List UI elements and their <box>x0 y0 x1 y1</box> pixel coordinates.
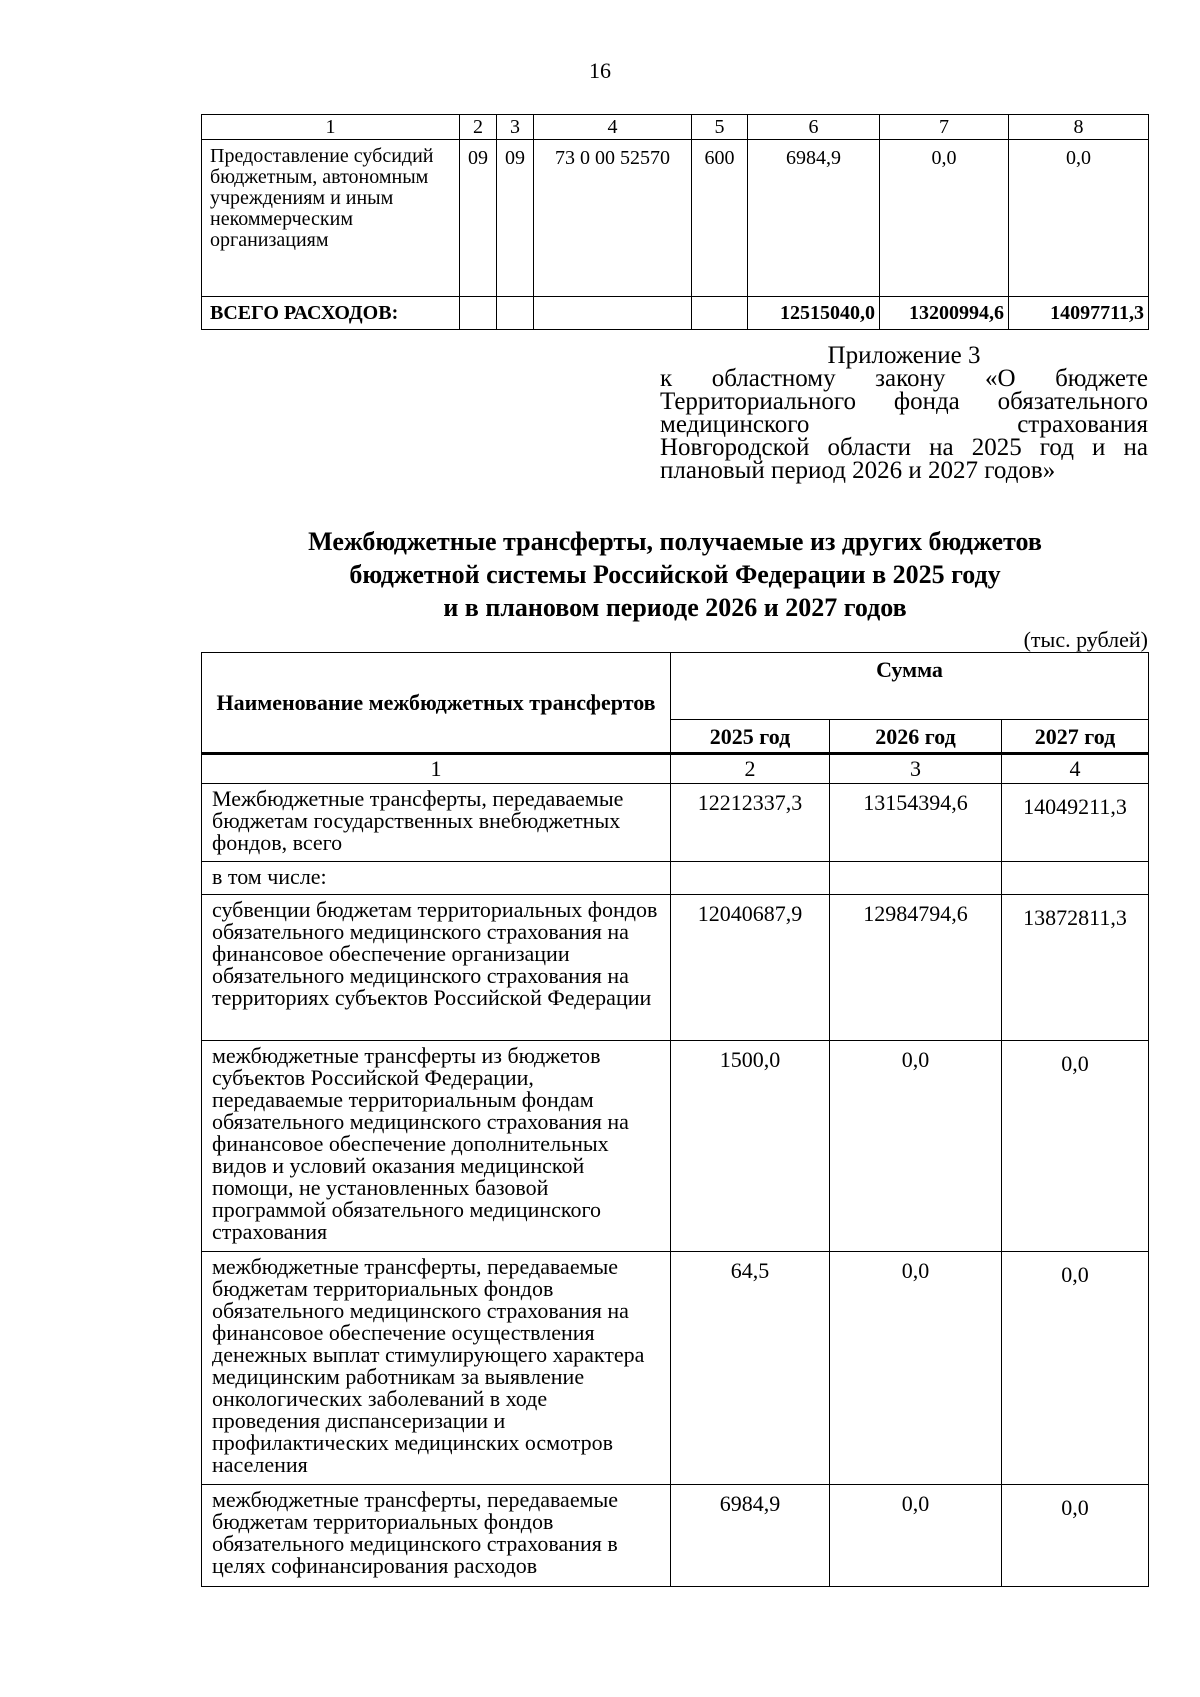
value-2025: 64,5 <box>671 1252 830 1485</box>
value-2027: 0,0 <box>1002 1041 1149 1252</box>
units-label: (тыс. рублей) <box>1023 627 1148 652</box>
column-header-year: 2025 год <box>671 720 830 754</box>
table-header-row <box>202 115 1149 140</box>
page-number: 16 <box>589 58 611 83</box>
column-number: 3 <box>830 754 1002 784</box>
column-number: 1 <box>202 115 460 140</box>
document-title <box>200 525 1150 624</box>
appendix-header <box>660 344 1148 482</box>
column-number: 3 <box>497 115 534 140</box>
transfer-name: межбюджетные трансферты, передаваемые бюджетам территориальных фондов обязательного медицинского страхования в целях софинансирования расходов <box>202 1485 671 1587</box>
value-2026: 12984794,6 <box>830 895 1002 1041</box>
column-number: 8 <box>1009 115 1149 140</box>
table-row <box>202 1252 1149 1485</box>
value-2026: 0,0 <box>830 1041 1002 1252</box>
value-2027 <box>1002 862 1149 895</box>
column-number: 2 <box>460 115 497 140</box>
total-row <box>202 297 1149 330</box>
value-2026 <box>830 862 1002 895</box>
document-title-line: Межбюджетные трансферты, получаемые из других бюджетов <box>308 527 1042 556</box>
value-2025: 12040687,9 <box>671 895 830 1041</box>
value-2025 <box>671 862 830 895</box>
value-2026: 13154394,6 <box>830 784 1002 862</box>
expense-type-code: 600 <box>692 140 748 297</box>
table-row <box>202 1041 1149 1252</box>
amount-2025: 6984,9 <box>748 140 880 297</box>
column-header-year: 2026 год <box>830 720 1002 754</box>
column-number: 2 <box>671 754 830 784</box>
total-2026: 13200994,6 <box>880 297 1009 330</box>
table-header-row <box>202 653 1149 720</box>
column-header-name: Наименование межбюджетных трансфертов <box>202 653 671 754</box>
transfer-name: межбюджетные трансферты, передаваемые бюджетам территориальных фондов обязательного медицинского страхования на финансовое обеспечение осуществления денежных выплат стимулирующего характера медицинским работникам за выявление онкологических заболеваний в ходе проведения диспансеризации и профилактических медицинских осмотров населения <box>202 1252 671 1485</box>
total-label: ВСЕГО РАСХОДОВ: <box>202 297 460 330</box>
transfer-name: Межбюджетные трансферты, передаваемые бюджетам государственных внебюджетных фондов, всего <box>202 784 671 862</box>
appendix-title: Приложение 3 <box>827 342 981 369</box>
column-number: 7 <box>880 115 1009 140</box>
column-number: 4 <box>1002 754 1149 784</box>
value-2027: 13872811,3 <box>1002 895 1149 1041</box>
value-2026: 0,0 <box>830 1252 1002 1485</box>
transfer-name: межбюджетные трансферты из бюджетов субъектов Российской Федерации, передаваемые территориальным фондам обязательного медицинского страхования на финансовое обеспечение дополнительных видов и условий оказания медицинской помощи, не установленных базовой программой обязательного медицинского страхования <box>202 1041 671 1252</box>
total-2025: 12515040,0 <box>748 297 880 330</box>
table-row <box>202 1485 1149 1587</box>
total-2027: 14097711,3 <box>1009 297 1149 330</box>
appendix-line: медицинского страхования <box>660 411 1148 438</box>
value-2025: 6984,9 <box>671 1485 830 1587</box>
target-article-code: 73 0 00 52570 <box>534 140 692 297</box>
document-title-line: и в плановом периоде 2026 и 2027 годов <box>443 593 907 622</box>
transfer-name: в том числе: <box>202 862 671 895</box>
table-row <box>202 784 1149 862</box>
transfers-table <box>201 652 1149 1587</box>
value-2027: 0,0 <box>1002 1485 1149 1587</box>
column-number: 4 <box>534 115 692 140</box>
table-row <box>202 140 1149 297</box>
value-2026: 0,0 <box>830 1485 1002 1587</box>
value-2027: 14049211,3 <box>1002 784 1149 862</box>
appendix-line: Территориального фонда обязательного <box>660 388 1148 415</box>
expense-name: Предоставление субсидий бюджетным, автономным учреждениям и иным некоммерческим организациям <box>202 140 460 297</box>
column-header-sum: Сумма <box>671 653 1149 720</box>
amount-2027: 0,0 <box>1009 140 1149 297</box>
document-title-line: бюджетной системы Российской Федерации в 2025 году <box>349 560 1001 589</box>
appendix-line: плановый период 2026 и 2027 годов» <box>660 457 1056 484</box>
table-row <box>202 862 1149 895</box>
subsection-code: 09 <box>497 140 534 297</box>
appendix-line: к областному закону «О бюджете <box>660 365 1148 392</box>
column-number: 6 <box>748 115 880 140</box>
value-2025: 12212337,3 <box>671 784 830 862</box>
amount-2026: 0,0 <box>880 140 1009 297</box>
column-number: 5 <box>692 115 748 140</box>
table-row <box>202 895 1149 1041</box>
column-number: 1 <box>202 754 671 784</box>
transfer-name: субвенции бюджетам территориальных фондов обязательного медицинского страхования на финансовое обеспечение организации обязательного медицинского страхования на территориях субъектов Российской Федерации <box>202 895 671 1041</box>
column-header-year: 2027 год <box>1002 720 1149 754</box>
value-2025: 1500,0 <box>671 1041 830 1252</box>
section-code: 09 <box>460 140 497 297</box>
appendix-line: Новгородской области на 2025 год и на <box>660 434 1148 461</box>
expenses-table-continuation <box>201 114 1149 330</box>
column-numbers-row <box>202 754 1149 784</box>
value-2027: 0,0 <box>1002 1252 1149 1485</box>
